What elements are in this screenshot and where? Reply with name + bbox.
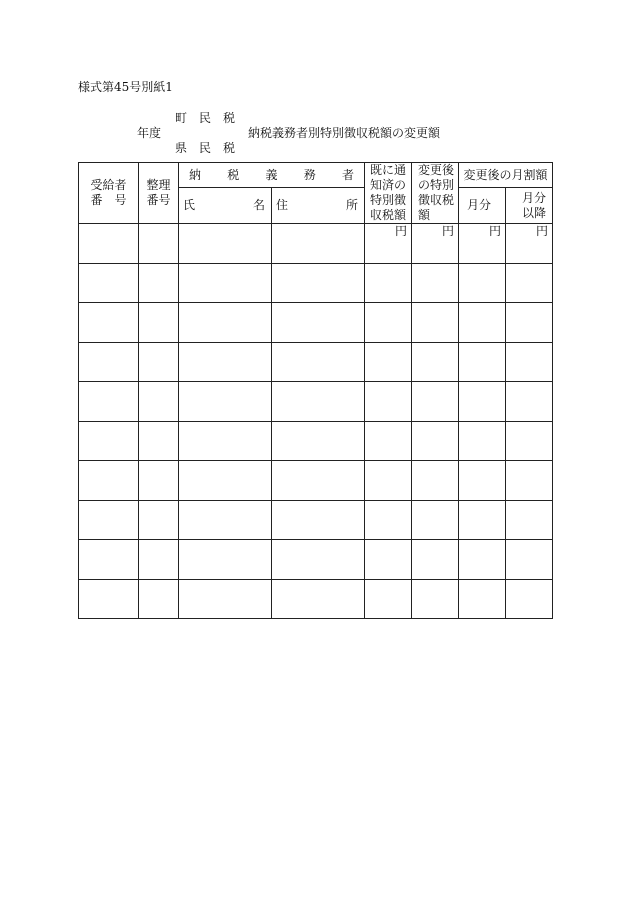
cell-after[interactable] [506,263,553,303]
cell-month[interactable] [459,579,506,619]
yen-unit: 円 [395,224,408,238]
cell-ref-no[interactable] [139,382,179,422]
changed-line-2: 徴収税 [418,193,455,207]
cell-recipient-no[interactable] [79,461,139,501]
name-char-0: 氏 [183,198,196,212]
changed-line-0: 変更後 [418,163,455,177]
cell-after[interactable] [506,500,553,540]
cell-notified[interactable] [365,421,412,461]
cell-month[interactable] [459,263,506,303]
cell-recipient-no[interactable] [79,303,139,343]
cell-address[interactable] [272,500,365,540]
cell-month[interactable] [459,382,506,422]
table-row [79,540,553,580]
name-char-1: 名 [252,198,265,212]
notified-line-3: 収税額 [370,208,407,222]
yen-unit: 円 [442,224,455,238]
cell-name[interactable] [179,303,272,343]
header-recipient-no-line1: 受給者 [90,178,127,192]
cell-recipient-no[interactable] [79,579,139,619]
cell-notified[interactable] [365,263,412,303]
table-row [79,263,553,303]
header-ref-no-line2: 番号 [146,193,171,207]
header-month-share: 月分 [459,188,506,224]
table-row [79,303,553,343]
cell-ref-no[interactable] [139,303,179,343]
table-row [79,224,553,264]
cell-name[interactable] [179,421,272,461]
tax-change-table [78,162,553,619]
cell-ref-no[interactable] [139,540,179,580]
notified-line-1: 知済の [370,178,407,192]
cell-month[interactable] [459,500,506,540]
taxpayer-char-3: 務 [303,167,316,182]
notified-line-2: 特別徴 [370,193,407,207]
changed-line-3: 額 [418,208,431,222]
table-row [79,342,553,382]
cell-address[interactable] [272,263,365,303]
header-recipient-no-line2: 番 号 [90,193,127,207]
cell-after[interactable] [506,421,553,461]
cell-after[interactable] [506,540,553,580]
header-monthly-after: 変更後の月割額 [459,163,553,188]
cell-address[interactable] [272,579,365,619]
yen-unit: 円 [536,224,549,238]
cell-address[interactable] [272,382,365,422]
cell-ref-no[interactable] [139,224,179,264]
cell-name[interactable] [179,461,272,501]
cell-address[interactable] [272,540,365,580]
table-row [79,500,553,540]
cell-changed[interactable] [412,579,459,619]
form-number: 様式第45号別紙1 [78,80,173,94]
cell-ref-no[interactable] [139,500,179,540]
cell-recipient-no[interactable] [79,421,139,461]
cell-address[interactable] [272,461,365,501]
cell-after[interactable] [506,224,553,264]
cell-ref-no[interactable] [139,342,179,382]
cell-recipient-no[interactable] [79,382,139,422]
changed-line-1: の特別 [418,178,455,192]
header-ref-no-line1: 整理 [146,178,171,192]
address-char-0: 住 [276,198,289,212]
header-changed-amount [412,163,459,224]
cell-recipient-no[interactable] [79,540,139,580]
cell-name[interactable] [179,263,272,303]
year-label: 年度 [137,126,162,140]
yen-unit: 円 [489,224,502,238]
month-after-line-0: 月分 [522,190,547,205]
taxpayer-char-0: 納 [189,167,202,182]
cell-month[interactable] [459,303,506,343]
header-notified-lines [370,163,406,223]
header-address-chars [272,198,364,213]
cell-address[interactable] [272,224,365,264]
cell-changed[interactable] [412,461,459,501]
notified-line-0: 既に通 [370,163,407,177]
cell-month[interactable] [459,540,506,580]
cell-month[interactable] [459,224,506,264]
header-notified-amount [365,163,412,224]
month-after-line-1: 以降 [522,205,547,220]
taxpayer-char-1: 税 [227,167,240,182]
cell-ref-no[interactable] [139,421,179,461]
cell-recipient-no[interactable] [79,342,139,382]
cell-changed[interactable] [412,263,459,303]
cell-notified[interactable] [365,382,412,422]
cell-ref-no[interactable] [139,461,179,501]
cell-ref-no[interactable] [139,263,179,303]
taxpayer-char-2: 義 [265,167,278,182]
table-row [79,579,553,619]
table-row [79,461,553,501]
header-month-after-lines [506,191,552,221]
cell-notified[interactable] [365,303,412,343]
cell-ref-no[interactable] [139,579,179,619]
cell-after[interactable] [506,579,553,619]
cell-notified[interactable] [365,579,412,619]
cell-name[interactable] [179,540,272,580]
header-taxpayer [179,163,365,188]
cell-recipient-no[interactable] [79,263,139,303]
header-name [179,188,272,224]
cell-after[interactable] [506,382,553,422]
cell-name[interactable] [179,579,272,619]
cell-month[interactable] [459,342,506,382]
tax-type-prefecture: 県 民 税 [175,141,236,155]
cell-recipient-no[interactable] [79,500,139,540]
tax-type-town: 町 民 税 [175,111,236,125]
header-address [272,188,365,224]
cell-notified[interactable] [365,500,412,540]
cell-month[interactable] [459,461,506,501]
cell-name[interactable] [179,500,272,540]
cell-notified[interactable] [365,461,412,501]
cell-notified[interactable] [365,224,412,264]
header-recipient-no [79,163,139,224]
cell-month[interactable] [459,421,506,461]
document-title: 納税義務者別特別徴収税額の変更額 [248,126,441,140]
cell-changed[interactable] [412,421,459,461]
header-ref-no [139,163,179,224]
cell-after[interactable] [506,461,553,501]
table-row [79,382,553,422]
cell-after[interactable] [506,303,553,343]
cell-changed[interactable] [412,540,459,580]
taxpayer-char-4: 者 [342,167,355,182]
cell-name[interactable] [179,342,272,382]
table-row [79,421,553,461]
header-month-after [506,188,553,224]
cell-notified[interactable] [365,342,412,382]
cell-changed[interactable] [412,224,459,264]
cell-address[interactable] [272,421,365,461]
cell-name[interactable] [179,382,272,422]
header-changed-lines [418,163,454,223]
cell-changed[interactable] [412,500,459,540]
cell-changed[interactable] [412,303,459,343]
cell-address[interactable] [272,303,365,343]
cell-notified[interactable] [365,540,412,580]
cell-recipient-no[interactable] [79,224,139,264]
cell-changed[interactable] [412,382,459,422]
header-name-chars [179,198,271,213]
cell-after[interactable] [506,342,553,382]
cell-changed[interactable] [412,342,459,382]
address-char-1: 所 [346,198,359,212]
cell-name[interactable] [179,224,272,264]
cell-address[interactable] [272,342,365,382]
header-taxpayer-chars [179,168,364,183]
